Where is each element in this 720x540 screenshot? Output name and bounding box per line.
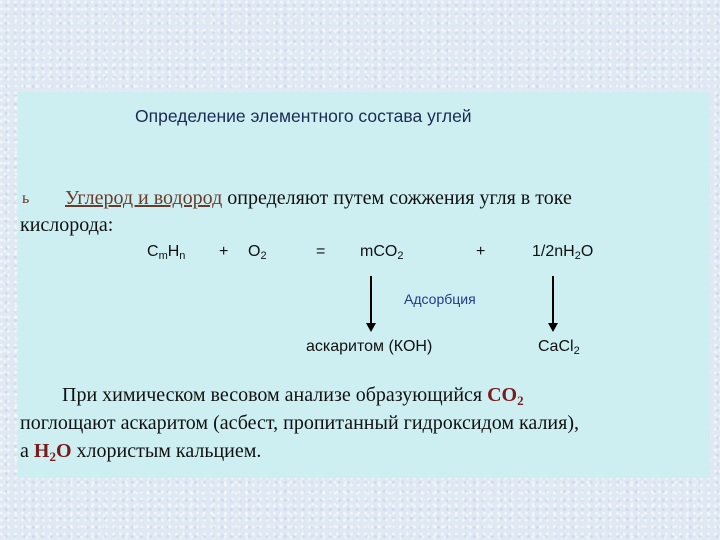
- equals-sign: =: [316, 243, 326, 260]
- intro-line-1: [65, 187, 572, 210]
- paragraph-line-1: При химическом весовом анализе образующийся $CO_2$: [62, 384, 524, 408]
- slide-panel: [18, 92, 710, 478]
- paragraph-line-2: поглощают аскаритом (асбест, пропитанный гидроксидом калия),: [20, 412, 579, 434]
- paragraph-line-3: а $H_2O$ хлористым кальцием.: [20, 440, 262, 464]
- intro-highlight: Углерод и водород: [65, 187, 223, 209]
- arrow-down-h2o: [552, 276, 554, 324]
- plus-sign-2: +: [476, 243, 486, 260]
- adsorption-label: Адсорбция: [404, 291, 476, 307]
- reactant-o2: $O_2$: [248, 243, 267, 262]
- absorber-cacl2: CaCl$_2$: [538, 338, 580, 357]
- bullet-glyph: ь: [22, 190, 30, 207]
- arrow-down-co2: [370, 276, 372, 324]
- reactant-cmhn: $C_mH_n$: [147, 243, 186, 262]
- product-h2o: $1/2nH_2O$: [532, 243, 594, 262]
- absorber-koh: аскаритом (КОН): [306, 338, 433, 355]
- plus-sign-1: +: [219, 243, 229, 260]
- intro-line-2: кислорода:: [20, 214, 114, 236]
- product-co2: mCO$_2$: [360, 243, 404, 262]
- intro-rest: определяют путем сожжения угля в токе: [222, 187, 572, 209]
- slide-title: Определение элементного состава углей: [135, 106, 472, 126]
